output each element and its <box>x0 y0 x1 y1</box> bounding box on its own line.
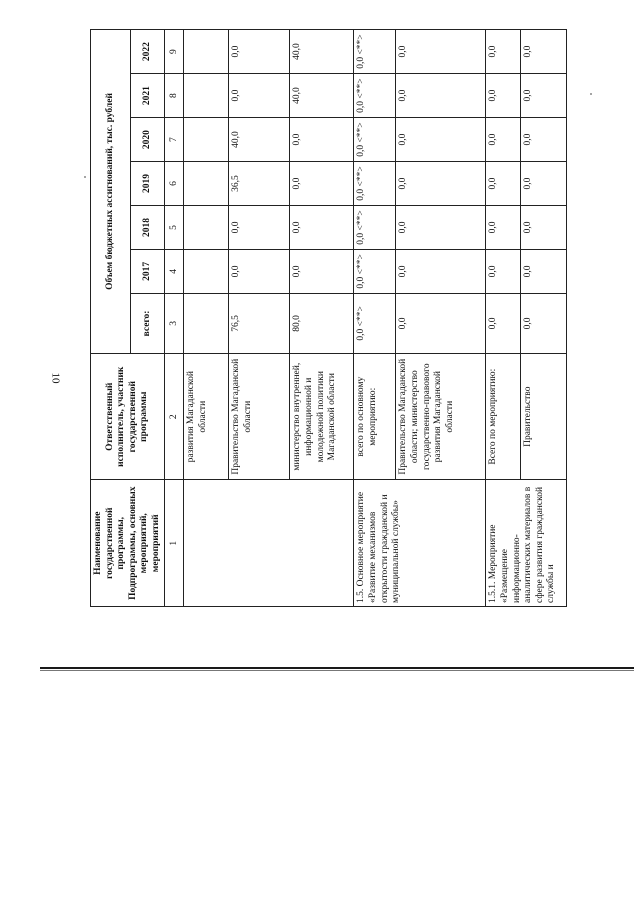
scan-speck <box>84 176 86 178</box>
value-cell: 0,0 <box>521 74 567 118</box>
value-cell: 0,0 <box>486 293 521 353</box>
header-total: всего: <box>130 293 165 353</box>
header-year: 2018 <box>130 205 165 249</box>
table-row <box>184 30 229 607</box>
executor-cell: Правительство <box>521 353 567 480</box>
value-cell: 0,0 <box>396 118 486 162</box>
table-row <box>354 30 396 607</box>
header-executor: Ответственный исполнитель, участник государственной программы <box>91 353 165 480</box>
header-year: 2022 <box>130 30 165 74</box>
value-cell <box>184 293 229 353</box>
activity-name-cell: 1.5.1. Мероприятие «Размещение информационно-аналитических материалов в сфере развития гражданской службы и <box>486 480 567 607</box>
value-cell: 0,0 <**> <box>354 293 396 353</box>
value-cell: 0,0 <box>396 249 486 293</box>
value-cell: 0,0 <box>290 205 354 249</box>
header-year: 2021 <box>130 74 165 118</box>
value-cell <box>184 249 229 293</box>
value-cell: 40,0 <box>290 74 354 118</box>
value-cell <box>184 162 229 206</box>
page-number: 10 <box>49 372 62 384</box>
executor-cell: Правительство Магаданской области <box>229 353 290 480</box>
executor-cell: Всего по мероприятию: <box>486 353 521 480</box>
value-cell: 0,0 <box>229 249 290 293</box>
rotated-table-container <box>90 29 557 607</box>
value-cell: 0,0 <box>229 30 290 74</box>
header-year: 2020 <box>130 118 165 162</box>
value-cell: 0,0 <box>486 30 521 74</box>
header-year: 2019 <box>130 162 165 206</box>
column-number: 1 <box>165 480 184 607</box>
header-volume: Объем бюджетных ассигнований, тыс. рублей <box>91 30 131 354</box>
column-number: 2 <box>165 353 184 480</box>
table-row <box>486 30 521 607</box>
value-cell: 40,0 <box>290 30 354 74</box>
value-cell: 0,0 <box>290 118 354 162</box>
value-cell: 0,0 <**> <box>354 118 396 162</box>
column-number: 9 <box>165 30 184 74</box>
column-number: 5 <box>165 205 184 249</box>
value-cell <box>184 205 229 249</box>
main-activity-name-cell: 1.5. Основное мероприятие «Развитие механизмов открытости гражданской и муниципальной службы» <box>354 480 486 607</box>
executor-cell: министерство внутренней, информационной и молодежной политики Магаданской области <box>290 353 354 480</box>
value-cell: 0,0 <box>521 293 567 353</box>
value-cell: 0,0 <**> <box>354 74 396 118</box>
column-number: 8 <box>165 74 184 118</box>
value-cell: 0,0 <box>396 30 486 74</box>
value-cell: 0,0 <**> <box>354 249 396 293</box>
value-cell <box>184 74 229 118</box>
value-cell: 0,0 <box>396 293 486 353</box>
value-cell: 0,0 <box>521 30 567 74</box>
value-cell: 0,0 <box>229 74 290 118</box>
column-number: 6 <box>165 162 184 206</box>
value-cell: 0,0 <**> <box>354 162 396 206</box>
program-name-cell <box>184 480 354 607</box>
value-cell: 80,0 <box>290 293 354 353</box>
column-number: 4 <box>165 249 184 293</box>
value-cell <box>184 30 229 74</box>
value-cell: 0,0 <box>486 118 521 162</box>
value-cell: 0,0 <box>521 205 567 249</box>
budget-table <box>90 29 567 607</box>
value-cell: 0,0 <box>521 162 567 206</box>
value-cell: 76,5 <box>229 293 290 353</box>
value-cell: 0,0 <box>396 205 486 249</box>
header-year: 2017 <box>130 249 165 293</box>
column-number: 3 <box>165 293 184 353</box>
value-cell: 0,0 <**> <box>354 30 396 74</box>
page-bottom-rule <box>40 667 634 669</box>
scan-speck <box>590 93 592 95</box>
value-cell: 0,0 <box>486 205 521 249</box>
executor-cell: всего по основному мероприятию: <box>354 353 396 480</box>
value-cell: 0,0 <box>290 249 354 293</box>
column-number: 7 <box>165 118 184 162</box>
value-cell: 0,0 <box>521 118 567 162</box>
executor-cell: Правительство Магаданской области; министерство государственно-правового развития Магаданской области <box>396 353 486 480</box>
header-name: Наименование государственной программы, Подпрограммы, основных мероприятий, мероприятий <box>91 480 165 607</box>
value-cell: 0,0 <**> <box>354 205 396 249</box>
value-cell: 36,5 <box>229 162 290 206</box>
value-cell: 0,0 <box>486 249 521 293</box>
value-cell: 0,0 <box>290 162 354 206</box>
value-cell: 0,0 <box>521 249 567 293</box>
value-cell <box>184 118 229 162</box>
executor-cell: развития Магаданской области <box>184 353 229 480</box>
value-cell: 0,0 <box>486 162 521 206</box>
value-cell: 40,0 <box>229 118 290 162</box>
value-cell: 0,0 <box>486 74 521 118</box>
value-cell: 0,0 <box>396 74 486 118</box>
page-bottom-rule-shadow <box>40 670 634 671</box>
value-cell: 0,0 <box>229 205 290 249</box>
value-cell: 0,0 <box>396 162 486 206</box>
